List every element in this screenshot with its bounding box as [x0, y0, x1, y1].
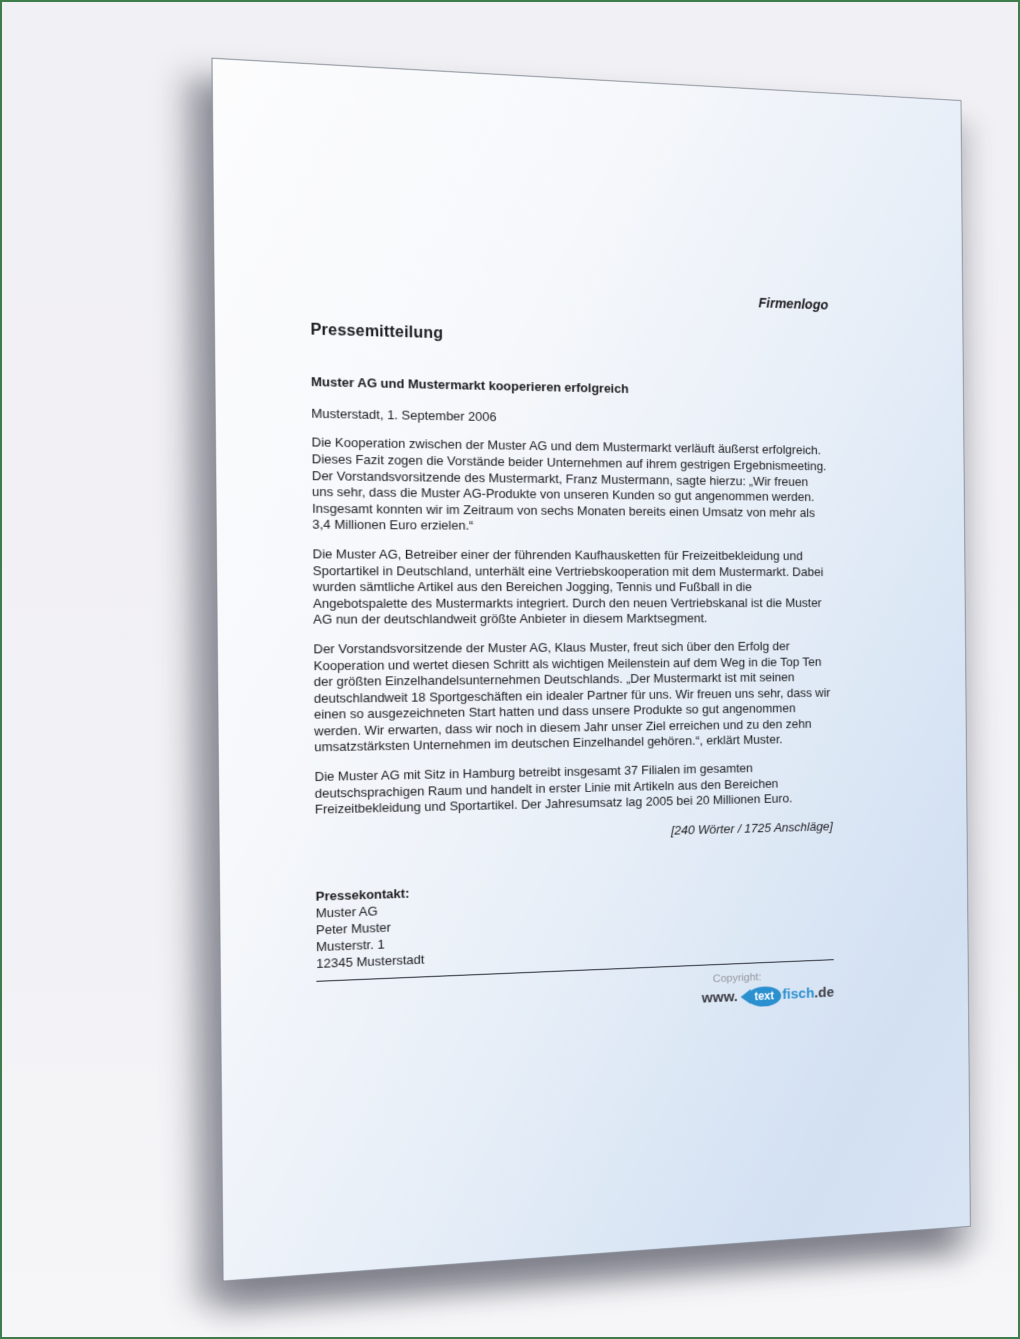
word-count-note: [240 Wörter / 1725 Anschläge] — [670, 818, 833, 838]
footer-row — [316, 967, 834, 1028]
document-page — [211, 58, 970, 1282]
body-paragraph-3: Der Vorstandsvorsitzende der Muster AG, Klaus Muster, freut sich über den Erfolg der Kooperation und wertet diesen Schritt als wichtigen Meilenstein auf dem Weg in die Top Ten der größten Einzelhandelsunternehmen Deutschlands. „Der Mustermarkt ist mit seinen deutschlandweit 18 Sportgeschäften ein idealer Partner für uns. Wir freuen uns sehr, dass wir einen so ausgezeichneten Start hatten und dass unsere Produkte so gut angenommen werden. Wir erwarten, dass wir noch in diesem Jahr unser Ziel erreichen und zu den zehn umsatzstärksten Unternehmen im deutschen Einzelhandel gehören.“, erklärt Muster. — [313, 638, 831, 755]
document-type-heading: Pressemitteilung — [310, 321, 444, 342]
logo-tld-text: .de — [814, 984, 835, 1002]
press-release-headline: Muster AG und Mustermarkt kooperieren erfolgreich — [310, 374, 629, 397]
fish-body-text: text — [747, 985, 782, 1007]
body-paragraph-2: Die Muster AG, Betreiber einer der führenden Kaufhausketten für Freizeitbekleidung und Sportartikel in Deutschland, unterhält eine Vertriebskooperation mit dem Mustermarkt. Dabei wurden sämtliche Artikel aus den Bereichen Jogging, Tennis und Fußball in die Angebotspalette des Mustermarkts integriert. Durch den neuen Vertriebskanal ist die Muster AG nun der deutschlandweit größte Anbieter in diesem Marktsegment. — [312, 546, 824, 627]
fish-icon — [740, 985, 781, 1007]
company-logo-placeholder: Firmenlogo — [758, 295, 829, 313]
press-contact-line-city: 12345 Musterstadt — [316, 952, 425, 972]
press-contact-label: Pressekontakt: — [315, 886, 410, 905]
body-paragraph-4: Die Muster AG mit Sitz in Hamburg betreibt insgesamt 37 Filialen im gesamten deutschsprachigen Raum und handelt in erster Linie mit Artikeln aus den Bereichen Freizeitbekleidung und Sportartikel. Der Jahresumsatz lag 2005 bei 20 Millionen Euro. — [314, 760, 793, 817]
copyright-block — [702, 967, 835, 1010]
body-paragraph-1: Die Kooperation zwischen der Muster AG und dem Mustermarkt verläuft äußerst erfolgreich. Dieses Fazit zogen die Vorstände beider Unternehmen auf ihrem gestrigen Ergebnismeeting. Der Vorstandsvorsitzende des Mustermarkt, Franz Mustermann, sagte hierzu: „Wir freuen uns sehr, dass die Muster AG-Produkte von unseren Kunden so gut angenommen werden. Insgesamt konnten wir im Zeitraum von sechs Monaten bereits einen Umsatz von mehr als 3,4 Millionen Euro erzielen.“ — [311, 434, 827, 533]
logo-www-text: www. — [701, 988, 738, 1007]
press-contact-block — [316, 872, 834, 973]
dateline: Musterstadt, 1. September 2006 — [311, 405, 497, 424]
press-contact-line-person: Peter Muster — [315, 920, 392, 938]
press-contact-line-company: Muster AG — [315, 904, 378, 921]
logo-fisch-text: fisch — [782, 985, 815, 1003]
letter-content — [213, 59, 970, 1281]
copyright-label: Copyright: — [712, 971, 762, 986]
press-contact-line-street: Musterstr. 1 — [316, 937, 385, 955]
